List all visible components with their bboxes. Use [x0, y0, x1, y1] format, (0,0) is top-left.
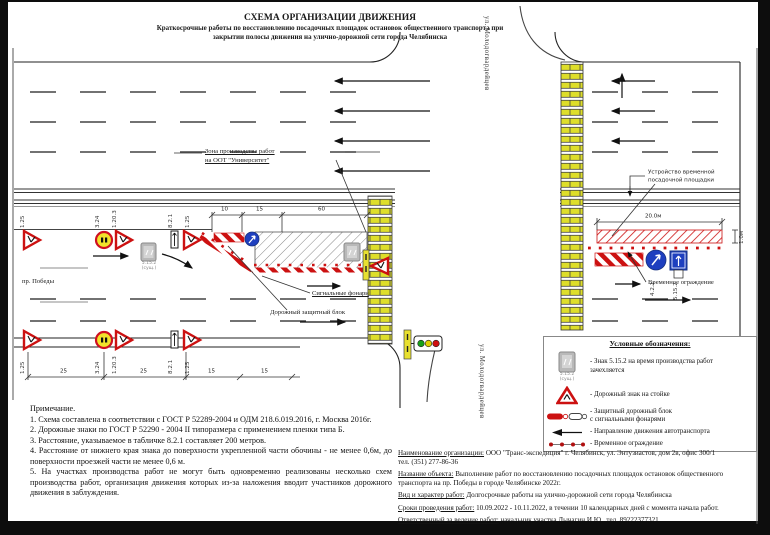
dim-fence-offset: 1.0м [739, 230, 745, 244]
scheme-subtitle-2: закрытии полосы движения на улично-дорожной сети города Челябинска [212, 33, 448, 41]
dim-bottom-25b: 25 [140, 368, 148, 375]
covered-sign-icon: 5.15.2 (сущ.) [544, 351, 590, 383]
barrier-block-strip [214, 233, 244, 242]
pedestrian-crossings [368, 62, 583, 344]
street-label-vertical-bottom: ул. Молодогвардейцев [478, 344, 485, 419]
signal-lamps-callout: Сигнальные фонари [312, 290, 369, 297]
covered-sign-approach [141, 243, 156, 261]
approach-dimension [25, 352, 300, 380]
street-label-pobedy: пр. Победы [22, 278, 55, 285]
info-work-type-label: Вид и характер работ: [398, 491, 465, 500]
legend-text-1b: зачехляется [590, 366, 625, 374]
lane-sign-5-15-2 [670, 251, 687, 278]
sign-label-1-25b-t: 1.25 [185, 215, 191, 228]
protect-block-callout: Дорожный защитный блок [270, 309, 346, 316]
info-object [398, 470, 754, 488]
barrier-block-right [595, 253, 643, 266]
street-label-vertical-top: ул. Молодогвардейцев [483, 16, 490, 91]
temp-fence-callout: Временное ограждение [648, 279, 714, 286]
sign-label-8-2-1-b: 8.2.1 [168, 359, 174, 374]
sign-label-1-25-t: 1.25 [20, 215, 26, 228]
legend-item-direction [544, 428, 756, 437]
legend-text-2: - Дорожный знак на стойке [590, 390, 670, 398]
legend-text-4: - Направление движения автотранспорта [590, 428, 710, 436]
legend-item-fence [544, 440, 756, 449]
info-object-value: Выполнение работ по восстановлению посадочных площадок остановок общественного транспорта на пр. Победы в городе Челябинске 2022г. [398, 470, 724, 488]
work-zone-callout-1: Зона производства работ [205, 148, 275, 155]
platform-callout-1: Устройство временной [648, 169, 715, 176]
direction-arrow-icon [544, 428, 590, 437]
info-dates-label: Сроки проведения работ: [398, 503, 475, 512]
info-block [398, 449, 754, 529]
temp-fence-icon [544, 441, 590, 448]
sign-label-1-20-3-b: 1.20.3 [112, 356, 118, 374]
info-organization [398, 449, 754, 467]
dim-top-15: 15 [256, 206, 264, 213]
note-3: 3. Расстояние, указываемое в табличке 8.2.1 составляет 200 метров. [30, 435, 267, 445]
notes-title: Примечание. [30, 404, 76, 413]
legend-text-3b: с сигнальными фонарями [590, 416, 666, 424]
info-dates [398, 504, 754, 513]
sign-label-1-25b-b: 1.25 [185, 361, 191, 374]
legend-item-covered-sign [544, 351, 756, 383]
zebra-right [561, 62, 583, 330]
legend [543, 336, 757, 452]
info-object-label: Название объекта: [398, 470, 454, 479]
legend-item-block [544, 408, 756, 425]
legend-text-5: - Временное ограждение [590, 439, 663, 447]
legend-text-1a: - Знак 5.15.2 на время производства работ [590, 358, 714, 366]
dim-bottom-15a: 15 [208, 368, 216, 375]
platform-callout-2: посадочной площадки [648, 177, 715, 184]
legend-item-sign-on-post [544, 386, 756, 405]
sign-label-right-rect: 5.15.2 [673, 282, 679, 300]
note-5: 5. На участках производства работ не могут быть одновременно реализованы несколько схем производства работ, организация движения которых из-за наложения вводит участников дорожного движения в заблуждения. [30, 467, 392, 497]
sign-label-8-2-1-t: 8.2.1 [168, 213, 174, 228]
work-zone-dimension [209, 212, 370, 232]
info-responsible-value: начальник участка Лычагин И.Ю., тел. 89222377321 [500, 516, 659, 525]
notes-block [30, 404, 392, 499]
info-work-type [398, 491, 754, 500]
info-responsible-label: Ответственный за ведение работ: [398, 516, 499, 525]
work-zone [200, 232, 367, 272]
legend-title: Условные обозначения: [609, 339, 691, 348]
speed-limit-sign-b [96, 332, 112, 348]
info-organization-value: ООО "Транс-экспедиция" г. Челябинск, ул. Энтузиастов, дом 2в, офис 300/1 [485, 449, 716, 457]
sign-label-right-circle: 4.2.1 [650, 281, 656, 296]
covered-sign-label: 5.15.2 (сущ.) [141, 261, 157, 271]
note-1: 1. Схема составлена в соответствии с ГОСТ Р 52289-2004 и ОДМ 218.6.019.2016, г. Москва 2016г. [30, 414, 372, 424]
roadworks-triangle-icon [544, 386, 590, 405]
lane-shift-arrow [162, 254, 192, 268]
temporary-fence-zone [588, 218, 738, 278]
info-organization-label: Наименование организации: [398, 449, 485, 457]
dim-bottom-25a: 25 [60, 368, 68, 375]
speed-limit-sign [96, 232, 112, 248]
covered-sign-in-zone [344, 243, 360, 261]
note-2: 2. Дорожные знаки по ГОСТ Р 52290 - 2004 II типоразмера с применением пленки типа Б. [30, 425, 345, 434]
info-work-type-value: Долгосрочные работы на улично-дорожной сети города Челябинска [466, 491, 672, 500]
dim-top-10: 10 [221, 206, 229, 213]
sign-label-3-24-b: 3.24 [95, 361, 101, 374]
info-dates-value: 10.09.2022 - 10.11.2022, в течении 10 календарных дней с момента начала работ. [476, 503, 719, 512]
dim-fence-width: 20.0м [645, 213, 662, 220]
signs-bottom-row [24, 331, 200, 349]
sign-label-3-24-t: 3.24 [95, 215, 101, 228]
info-responsible [398, 516, 754, 525]
work-zone-callout-2: на ООТ "Университет" [205, 157, 270, 164]
sign-label-1-25-b: 1.25 [20, 361, 26, 374]
sign-label-1-20-3-t: 1.20.3 [112, 210, 118, 228]
note-4: 4. Расстояние от нижнего края знака до поверхности укрепленной части обочины - не менее 0,6м, до поверхности проезжей части не менее 0,6 м. [30, 446, 392, 466]
legend-text-3a: - Защитный дорожный блок [590, 407, 672, 415]
scheme-title: СХЕМА ОРГАНИЗАЦИИ ДВИЖЕНИЯ [244, 13, 416, 23]
dim-top-60: 60 [318, 206, 326, 213]
dim-bottom-15b: 15 [261, 368, 269, 375]
traffic-light-icon [411, 336, 442, 351]
protective-block-icon [544, 411, 590, 422]
scheme-subtitle-1: Краткосрочные работы по восстановлению посадочных площадок остановок общественного транспорта при [156, 24, 504, 32]
info-organization-phone: тел. (351) 277-86-36 [398, 457, 459, 466]
